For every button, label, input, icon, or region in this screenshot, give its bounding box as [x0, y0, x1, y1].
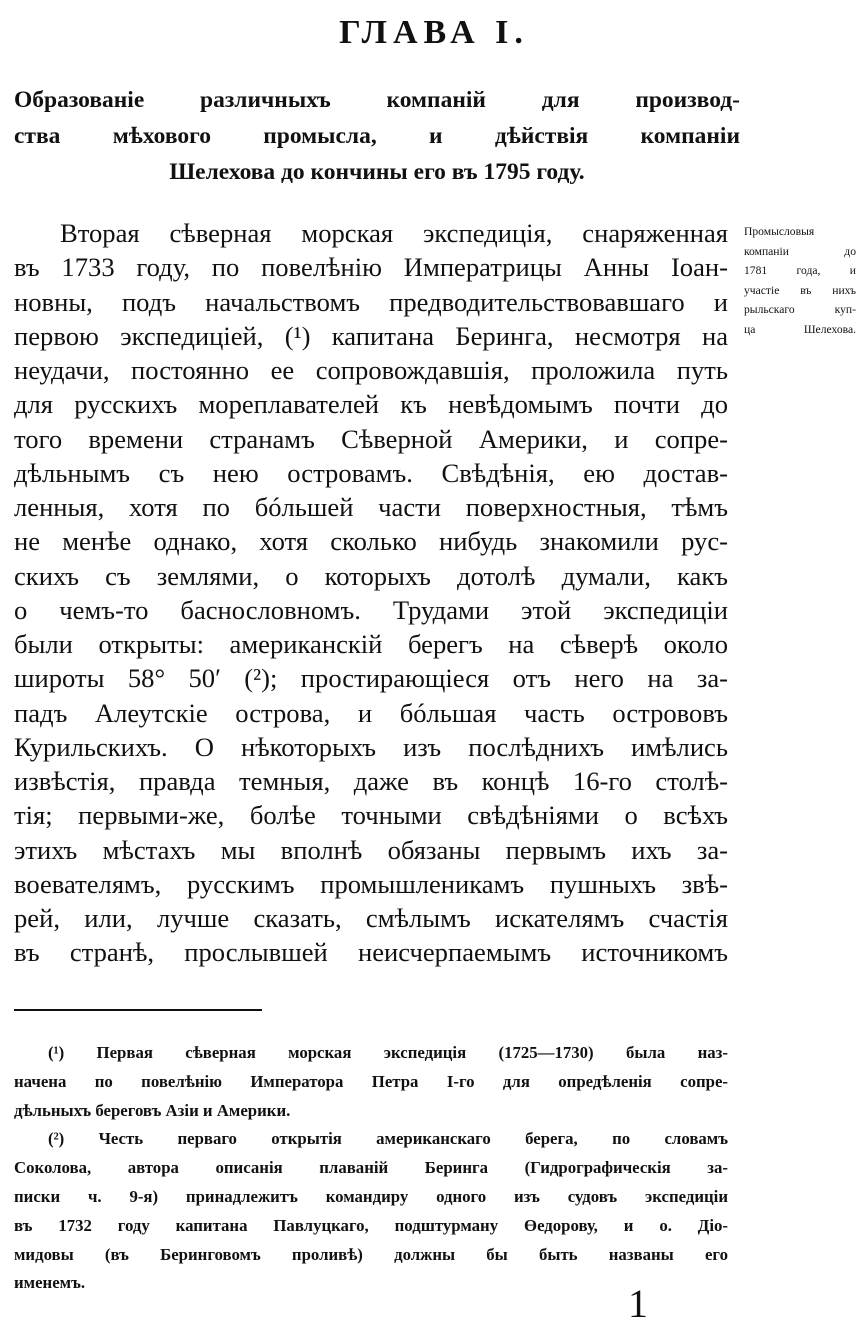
body-line: этихъ мѣстахъ мы вполнѣ обязаны первымъ ихъ за- — [14, 834, 728, 865]
body-line: первою экспедиціей, (¹) капитана Беринга, несмотря на — [14, 320, 728, 351]
margin-note-line: Промысловыя — [744, 225, 815, 238]
body-line: неудачи, постоянно ее сопровождавшія, проложила путь — [14, 355, 728, 385]
footnote-line: мидовы (въ Беринговомъ проливѣ) должны бы быть названы его — [14, 1244, 728, 1264]
footnote-divider — [14, 1009, 262, 1011]
body-line: падъ Алеутскіе острова, и бóльшая часть острововъ — [14, 697, 728, 728]
page-number: 1 — [628, 1281, 648, 1326]
body-line: не менѣе однако, хотя сколько нибудь знакомили рус- — [14, 526, 728, 557]
body-line: дѣльнымъ съ нею островамъ. Свѣдѣнія, ею достав- — [14, 457, 728, 488]
body-line: Вторая сѣверная морская экспедиція, снаряженная — [60, 218, 728, 248]
body-line: широты 58° 50′ (²); простирающіеся отъ него на за- — [14, 663, 728, 694]
body-line: для русскихъ мореплавателей къ невѣдомымъ почти до — [14, 389, 728, 420]
body-line: рей, или, лучше сказать, смѣлымъ искателямъ счастія — [14, 903, 728, 933]
footnote-line: въ 1732 году капитана Павлуцкаго, подштурману Өедорову, и о. Діо- — [14, 1215, 728, 1235]
body-line: были открыты: американскій берегъ на сѣверѣ около — [14, 629, 728, 659]
body-line: о чемъ-то баснословномъ. Трудами этой экспедиціи — [14, 594, 728, 625]
margin-note — [744, 222, 856, 340]
footnotes — [14, 1039, 728, 1298]
margin-note-line: компаніи до — [744, 244, 856, 258]
margin-note-line: ца Шелехова. — [744, 322, 856, 336]
body-line: въ 1733 году, по повелѣнію Императрицы Анны Іоан- — [14, 252, 728, 283]
margin-note-line: участіе въ нихъ — [744, 283, 856, 297]
body-line: Курильскихъ. О нѣкоторыхъ изъ послѣднихъ имѣлись — [14, 731, 728, 762]
subtitle-line: Образованіе различныхъ компаній для производ- — [14, 87, 740, 113]
body-line: воевателямъ, русскимъ промышленикамъ пушныхъ звѣ- — [14, 868, 728, 899]
body-line: ленныя, хотя по бóльшей части поверхностныя, тѣмъ — [14, 492, 728, 522]
footnote-line: Соколова, автора описанія плаваній Беринга (Гидрографическія за- — [14, 1158, 728, 1178]
body-line: тія; первыми-же, болѣе точными свѣдѣніями о всѣхъ — [14, 800, 728, 831]
subtitle-line: ства мѣхового промысла, и дѣйствія компаніи — [14, 123, 740, 149]
margin-note-line: 1781 года, и — [744, 264, 856, 278]
footnote-line: (¹) Первая сѣверная морская экспедиція (1725—1730) была наз- — [48, 1043, 728, 1062]
footnote-line: именемъ. — [14, 1273, 86, 1293]
footnote-line: дѣльныхъ береговъ Азіи и Америки. — [14, 1100, 291, 1120]
footnote-line: писки ч. 9-я) принадлежитъ командиру одного изъ судовъ экспедиціи — [14, 1186, 728, 1206]
body-line: скихъ съ землями, о которыхъ дотолѣ думали, какъ — [14, 560, 728, 591]
footnote-line: начена по повелѣнію Императора Петра І-го для опредѣленія сопре- — [14, 1071, 728, 1091]
body-line: въ странѣ, прослывшей неисчерпаемымъ источникомъ — [14, 937, 728, 968]
subtitle-line: Шелехова до кончины его въ 1795 году. — [169, 159, 585, 185]
body-line: того времени странамъ Сѣверной Америки, и сопре- — [14, 423, 728, 454]
body-line: извѣстія, правда темныя, даже въ концѣ 16-го столѣ- — [14, 766, 728, 796]
body-line: новны, подъ начальствомъ предводительствовавшаго и — [14, 286, 728, 317]
body-paragraph — [14, 216, 728, 970]
margin-note-line: рыльскаго куп- — [744, 303, 856, 317]
chapter-subtitle — [14, 82, 740, 190]
chapter-title: ГЛАВА I. — [339, 14, 529, 51]
footnote-line: (²) Честь перваго открытія американскаго берега, по словамъ — [48, 1129, 728, 1149]
